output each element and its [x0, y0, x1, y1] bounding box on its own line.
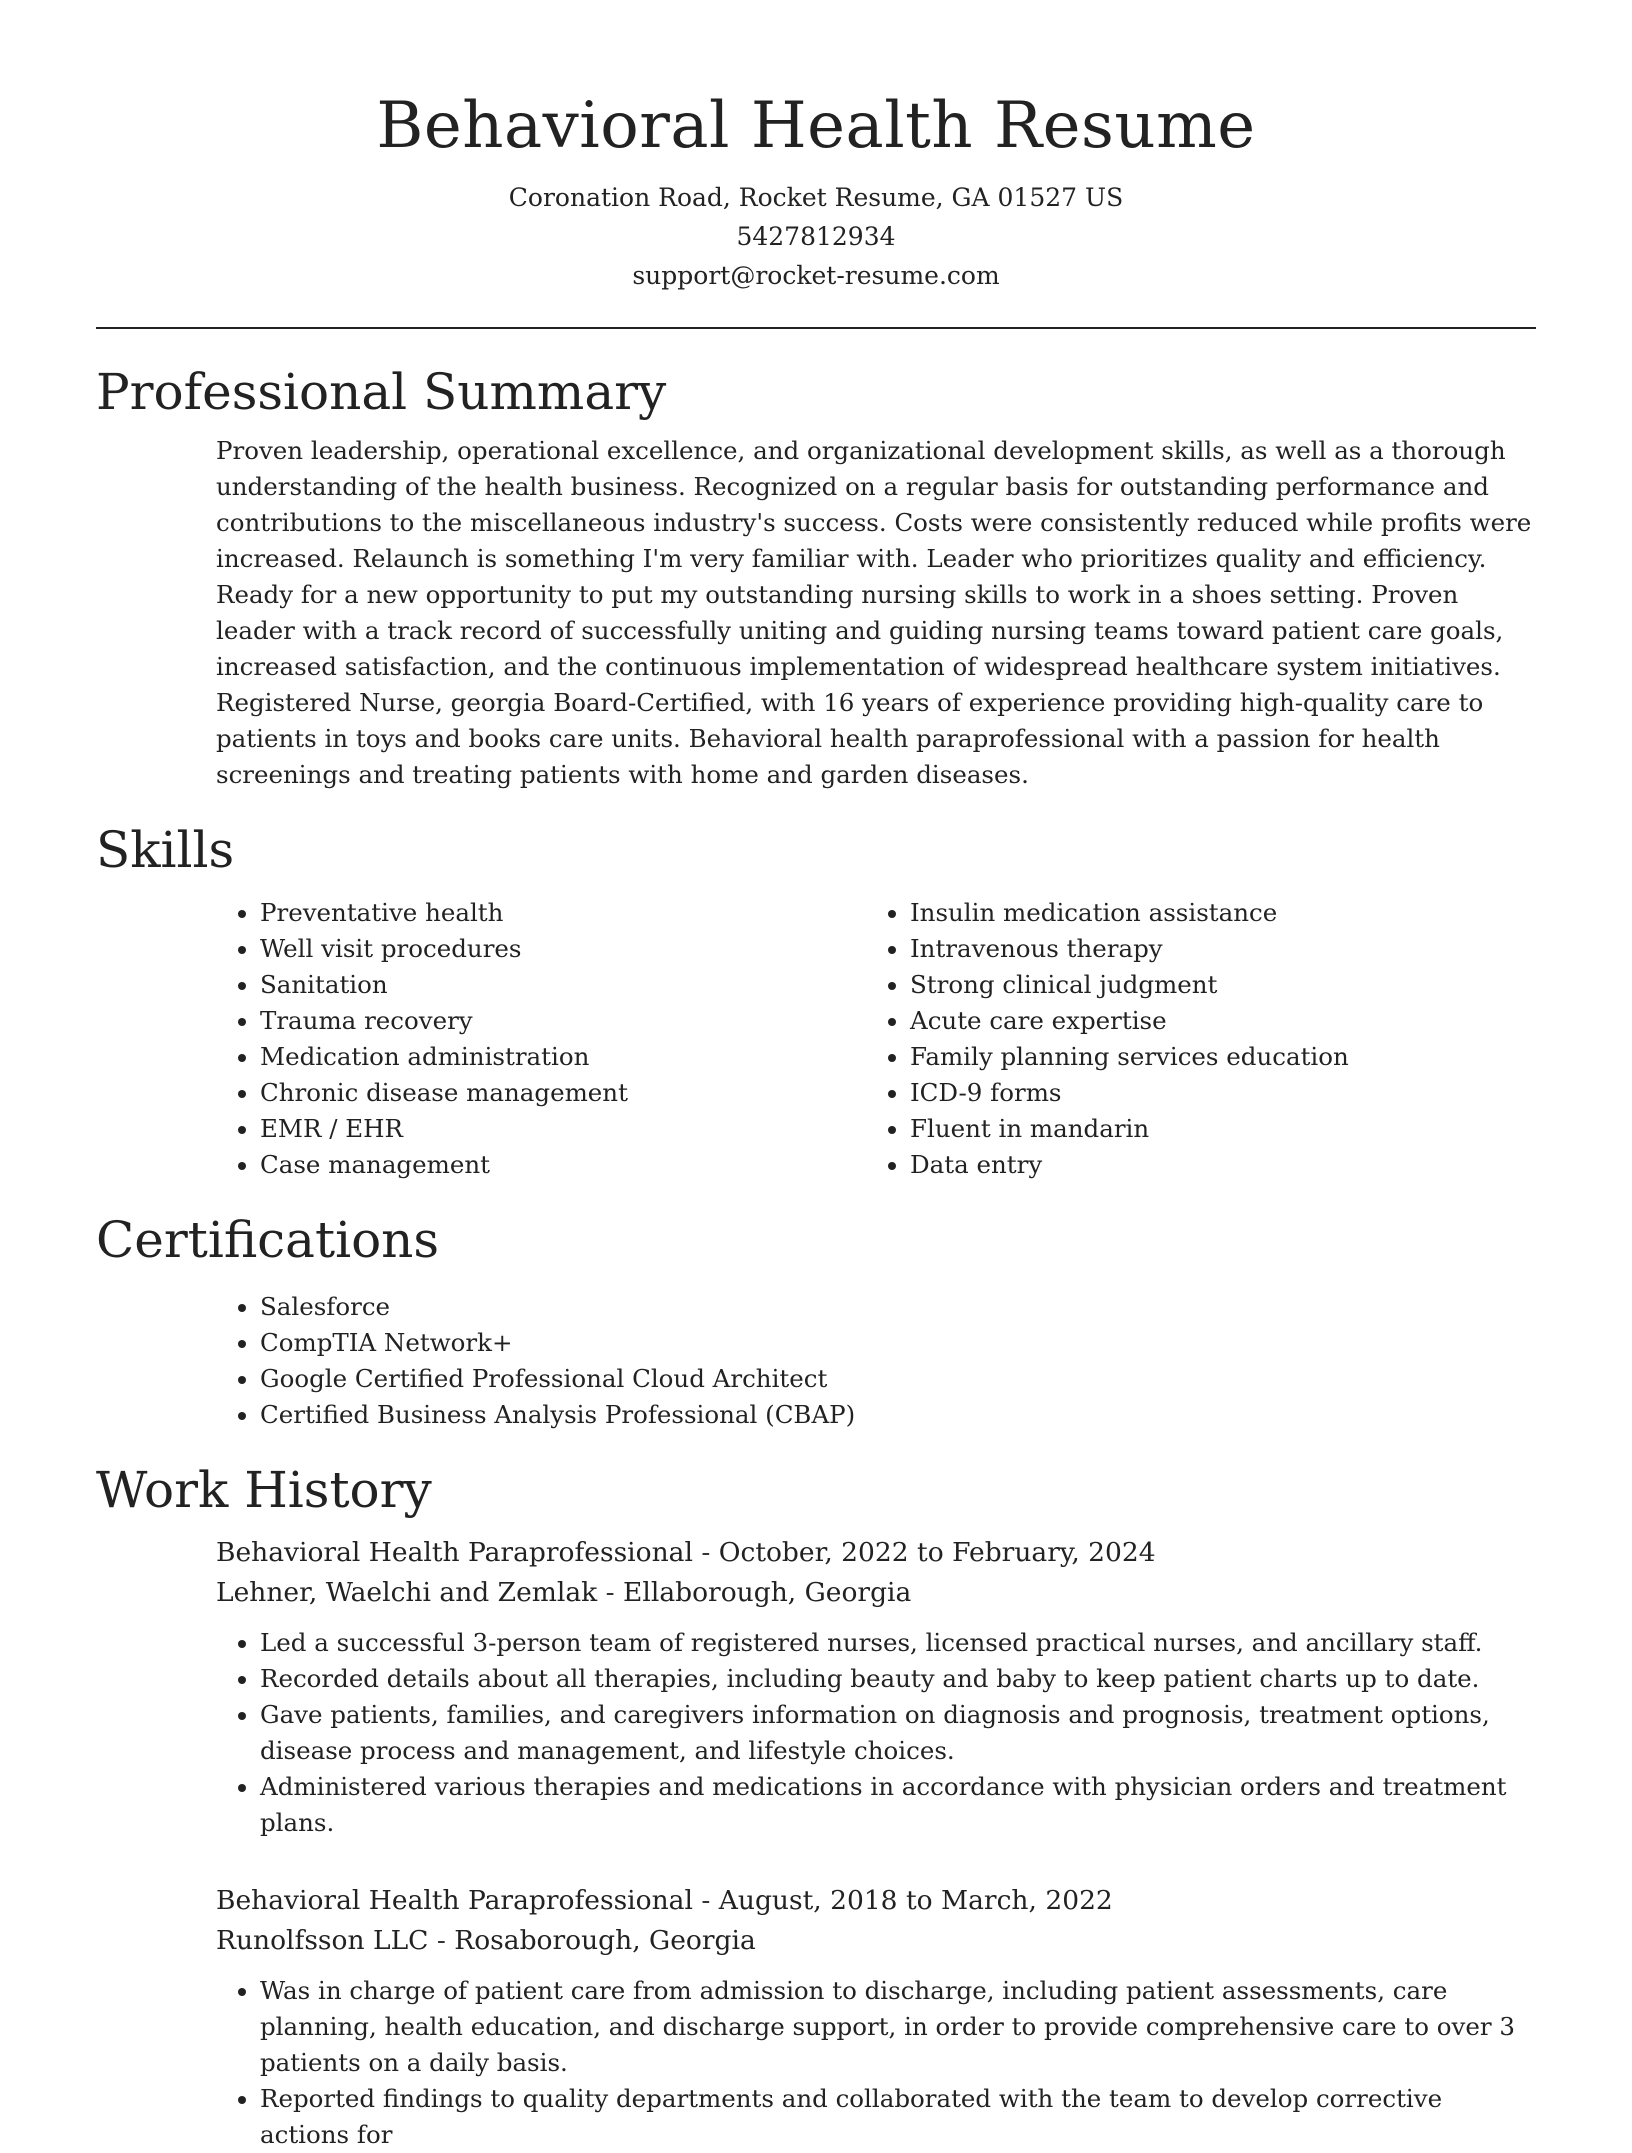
- skill-item: • Well visit procedures: [260, 931, 866, 967]
- skill-item: • Medication administration: [260, 1039, 866, 1075]
- job-location: Ellaborough, Georgia: [623, 1577, 912, 1608]
- job-company-line: [216, 1921, 1536, 1961]
- skills-section: [96, 817, 1536, 1183]
- skill-item: • EMR / EHR: [260, 1111, 866, 1147]
- skill-item: • Acute care expertise: [910, 1003, 1516, 1039]
- job-duties-wrapper: [216, 1973, 1536, 2153]
- professional-summary-section: [96, 359, 1536, 793]
- job-company: Lehner, Waelchi and Zemlak: [216, 1577, 598, 1608]
- skills-grid: [216, 895, 1536, 1183]
- skill-item: • Strong clinical judgment: [910, 967, 1516, 1003]
- skill-item: • Fluent in mandarin: [910, 1111, 1516, 1147]
- job-entry: [216, 1533, 1536, 1841]
- job-title-line: [216, 1533, 1536, 1573]
- certifications-list: [216, 1289, 1536, 1433]
- job-duty: • Was in charge of patient care from admission to discharge, including patient assessments, care planning, health education, and discharge support, in order to provide comprehensive care to over 3 patients on a daily basis.: [260, 1973, 1536, 2081]
- certifications-list-wrapper: [216, 1289, 1536, 1433]
- job-duties-wrapper: [216, 1625, 1536, 1841]
- job-duties-list: [216, 1625, 1536, 1841]
- resume-name: Behavioral Health Resume: [376, 89, 1256, 163]
- job-title: Behavioral Health Paraprofessional: [216, 1537, 693, 1568]
- job-duty: • Recorded details about all therapies, including beauty and baby to keep patient charts up to date.: [260, 1661, 1536, 1697]
- job-duty: • Led a successful 3-person team of registered nurses, licensed practical nurses, and ancillary staff.: [260, 1625, 1536, 1661]
- skill-item: • Sanitation: [260, 967, 866, 1003]
- section-title-certifications: Certifications: [96, 1211, 440, 1269]
- job-title-line: [216, 1881, 1536, 1921]
- skill-item: • ICD-9 forms: [910, 1075, 1516, 1111]
- skill-item: • Family planning services education: [910, 1039, 1516, 1075]
- job-company: Runolfsson LLC: [216, 1925, 429, 1956]
- job-dates: August, 2018 to March, 2022: [718, 1885, 1113, 1916]
- skills-column-right: [866, 895, 1516, 1183]
- certification-item: • CompTIA Network+: [260, 1325, 1536, 1361]
- job-title: Behavioral Health Paraprofessional: [216, 1885, 693, 1916]
- resume-header: [96, 0, 1536, 295]
- job-duty: • Reported findings to quality departments and collaborated with the team to develop corrective actions for: [260, 2081, 1536, 2153]
- skill-item: • Case management: [260, 1147, 866, 1183]
- skill-item: • Chronic disease management: [260, 1075, 866, 1111]
- skills-column-left: [216, 895, 866, 1183]
- job-separator: -: [692, 1537, 719, 1568]
- job-duty: • Administered various therapies and medications in accordance with physician orders and treatment plans.: [260, 1769, 1536, 1841]
- job-dates: October, 2022 to February, 2024: [718, 1537, 1156, 1568]
- job-separator: -: [428, 1925, 455, 1956]
- skills-list-left: [216, 895, 866, 1183]
- job-separator: -: [692, 1885, 719, 1916]
- skill-item: • Intravenous therapy: [910, 931, 1516, 967]
- job-separator: -: [597, 1577, 624, 1608]
- address: Coronation Road, Rocket Resume, GA 01527 US: [508, 183, 1124, 212]
- job-duties-list: [216, 1973, 1536, 2153]
- certifications-section: [96, 1207, 1536, 1433]
- certification-item: • Certified Business Analysis Professional (CBAP): [260, 1397, 1536, 1433]
- certification-item: • Google Certified Professional Cloud Architect: [260, 1361, 1536, 1397]
- job-entry: [216, 1881, 1536, 2153]
- summary-text: Proven leadership, operational excellence, and organizational development skills, as well as a thorough understanding of the health business. Recognized on a regular basis for outstanding performance and contributions to the miscellaneous industry's success. Costs were consistently reduced while profits were increased. Relaunch is something I'm very familiar with. Leader who prioritizes quality and efficiency. Ready for a new opportunity to put my outstanding nursing skills to work in a shoes setting. Proven leader with a track record of successfully uniting and guiding nursing teams toward patient care goals, increased satisfaction, and the continuous implementation of widespread healthcare system initiatives. Registered Nurse, georgia Board-Certified, with 16 years of experience providing high-quality care to patients in toys and books care units. Behavioral health paraprofessional with a passion for health screenings and treating patients with home and garden diseases.: [216, 436, 1532, 789]
- email: support@rocket-resume.com: [632, 261, 1000, 290]
- skill-item: • Trauma recovery: [260, 1003, 866, 1039]
- job-duty: • Gave patients, families, and caregivers information on diagnosis and prognosis, treatment options, disease process and management, and lifestyle choices.: [260, 1697, 1536, 1769]
- skill-item: • Preventative health: [260, 895, 866, 931]
- job-company-line: [216, 1573, 1536, 1613]
- work-history-section: [96, 1457, 1536, 2153]
- header-divider: [96, 327, 1536, 329]
- certification-item: • Salesforce: [260, 1289, 1536, 1325]
- skill-item: • Insulin medication assistance: [910, 895, 1516, 931]
- contact-info: [96, 178, 1536, 295]
- section-title-summary: Professional Summary: [96, 363, 667, 421]
- skill-item: • Data entry: [910, 1147, 1516, 1183]
- phone: 5427812934: [736, 222, 896, 251]
- skills-list-right: [866, 895, 1516, 1183]
- section-title-work-history: Work History: [96, 1461, 432, 1519]
- job-location: Rosaborough, Georgia: [454, 1925, 756, 1956]
- section-title-skills: Skills: [96, 821, 235, 879]
